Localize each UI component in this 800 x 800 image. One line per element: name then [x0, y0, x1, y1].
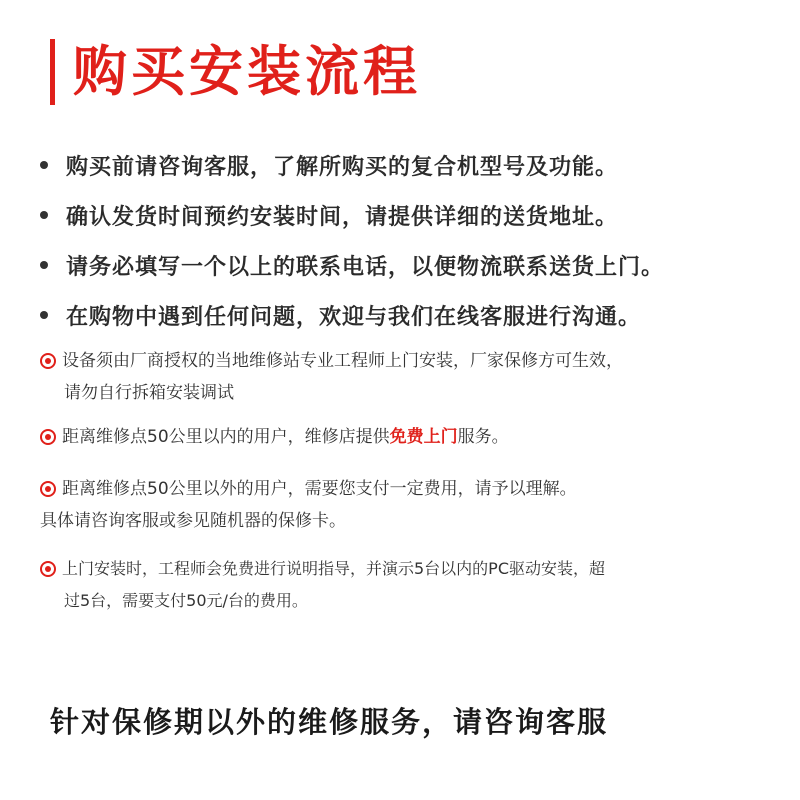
bullet-text: 在购物中遇到任何问题，欢迎与我们在线客服进行沟通。 — [66, 304, 642, 330]
footer-text: 针对保修期以外的维修服务，请咨询客服 — [50, 705, 609, 739]
note-text: 距离维修点50公里以外的用户，需要您支付一定费用，请予以理解。 — [62, 479, 577, 499]
free-visit-highlight: 免费上门 — [389, 427, 458, 447]
double-circle-icon — [40, 481, 56, 497]
bullet-list — [40, 140, 780, 340]
list-item — [40, 290, 780, 340]
note-text: 上门安装时，工程师会免费进行说明指导，并演示5台以内的PC驱动安装，超 — [62, 559, 606, 578]
note-text: 具体请咨询客服或参见随机器的保修卡。 — [40, 511, 346, 531]
note-item — [40, 553, 780, 617]
title-accent-bar — [50, 39, 55, 105]
double-circle-icon — [40, 561, 56, 577]
note-text: 服务。 — [457, 427, 509, 447]
note-text: 过5台，需要支付50元/台的费用。 — [64, 591, 308, 610]
note-text: 请勿自行拆箱安装调试 — [64, 383, 234, 403]
bullet-text: 请务必填写一个以上的联系电话，以便物流联系送货上门。 — [66, 254, 665, 280]
bullet-text: 确认发货时间预约安装时间，请提供详细的送货地址。 — [66, 204, 619, 230]
dot-icon — [40, 161, 48, 169]
note-text: 距离维修点50公里以内的用户，维修店提供 — [62, 427, 390, 447]
double-circle-icon — [40, 429, 56, 445]
list-item — [40, 190, 780, 240]
title-block — [50, 36, 421, 108]
double-circle-icon — [40, 353, 56, 369]
dot-icon — [40, 261, 48, 269]
note-item — [40, 473, 780, 537]
dot-icon — [40, 211, 48, 219]
list-item — [40, 240, 780, 290]
list-item — [40, 140, 780, 190]
note-item — [40, 345, 780, 409]
dot-icon — [40, 311, 48, 319]
page-title: 购买安装流程 — [73, 40, 421, 103]
note-text: 设备须由厂商授权的当地维修站专业工程师上门安装，厂家保修方可生效， — [62, 351, 623, 371]
note-item — [40, 421, 780, 453]
notes-section — [40, 345, 780, 617]
bullet-text: 购买前请咨询客服，了解所购买的复合机型号及功能。 — [66, 154, 619, 180]
